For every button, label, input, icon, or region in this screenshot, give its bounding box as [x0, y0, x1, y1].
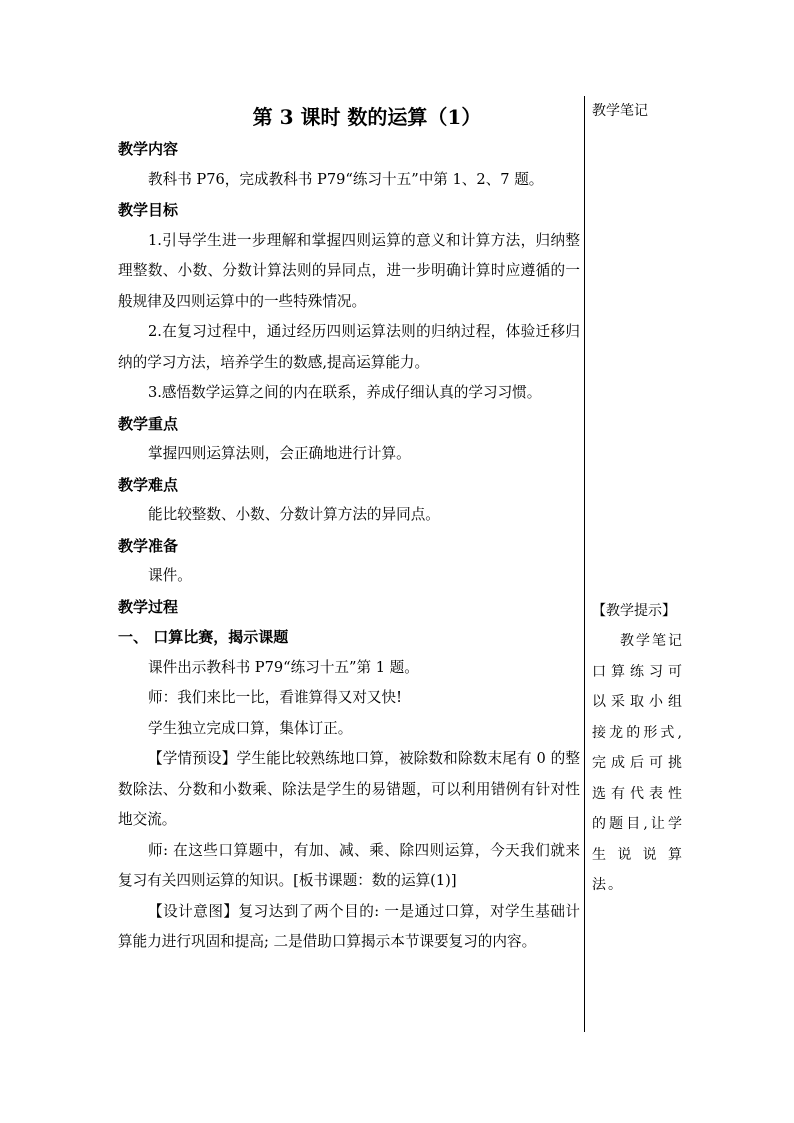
- process-step1-title: 一、 口算比赛，揭示课题: [118, 628, 289, 646]
- heading-content: 教学内容: [118, 140, 179, 158]
- lesson-main-column: [118, 100, 580, 958]
- tip-text: 教学笔记口算练习可以采取小组接龙的形式,完成后可挑选有代表性的题目,让学生说说算法。: [592, 633, 684, 893]
- key-point-text: 掌握四则运算法则，会正确地进行计算。: [148, 445, 411, 462]
- sidebar-notes-label: 教学笔记: [592, 103, 648, 119]
- process-paragraph-3: 学生独立完成口算，集体订正。: [148, 719, 353, 737]
- goal-item-2: 2.在复习过程中，通过经历四则运算法则的归纳过程，体验迁移归纳的学习方法，培养学生的数感,提高运算能力。: [118, 323, 580, 371]
- process-paragraph-6: 【设计意图】复习达到了两个目的: 一是通过口算，对学生基础计算能力进行巩固和提高; 二是借助口算揭示本节课要复习的内容。: [118, 902, 580, 950]
- process-paragraph-2: 师：我们来比一比，看谁算得又对又快!: [148, 689, 402, 706]
- goal-item-1: 1.引导学生进一步理解和掌握四则运算的意义和计算方法，归纳整理整数、小数、分数计算法则的异同点，进一步明确计算时应遵循的一般规律及四则运算中的一些特殊情况。: [118, 231, 580, 310]
- preparation-text: 课件。: [148, 567, 192, 584]
- column-divider: [584, 96, 585, 1032]
- goal-item-3: 3.感悟数学运算之间的内在联系，养成仔细认真的学习习惯。: [148, 384, 542, 401]
- sidebar-teaching-tip: [592, 596, 684, 901]
- heading-process: 教学过程: [118, 597, 179, 616]
- page-title: 第 3 课时 数的运算（1）: [252, 105, 482, 129]
- heading-key-point: 教学重点: [118, 414, 179, 433]
- difficulty-text: 能比较整数、小数、分数计算方法的异同点。: [148, 506, 440, 523]
- heading-difficulty: 教学难点: [118, 475, 179, 494]
- tip-title: 【教学提示】: [592, 603, 676, 619]
- heading-goals: 教学目标: [118, 201, 179, 219]
- content-text: 教科书 P76，完成教科书 P79“练习十五”中第 1、2、7 题。: [148, 170, 544, 188]
- process-paragraph-5: 师: 在这些口算题中，有加、减、乘、除四则运算，今天我们就来复习有关四则运算的知识。[板书课题：数的运算(1)]: [118, 841, 580, 889]
- process-paragraph-4: 【学情预设】学生能比较熟练地口算，被除数和除数末尾有 0 的整数除法、分数和小数乘、除法是学生的易错题，可以利用错例有针对性地交流。: [118, 750, 580, 828]
- process-paragraph-1: 课件出示教科书 P79“练习十五”第 1 题。: [148, 658, 419, 676]
- heading-preparation: 教学准备: [118, 536, 179, 555]
